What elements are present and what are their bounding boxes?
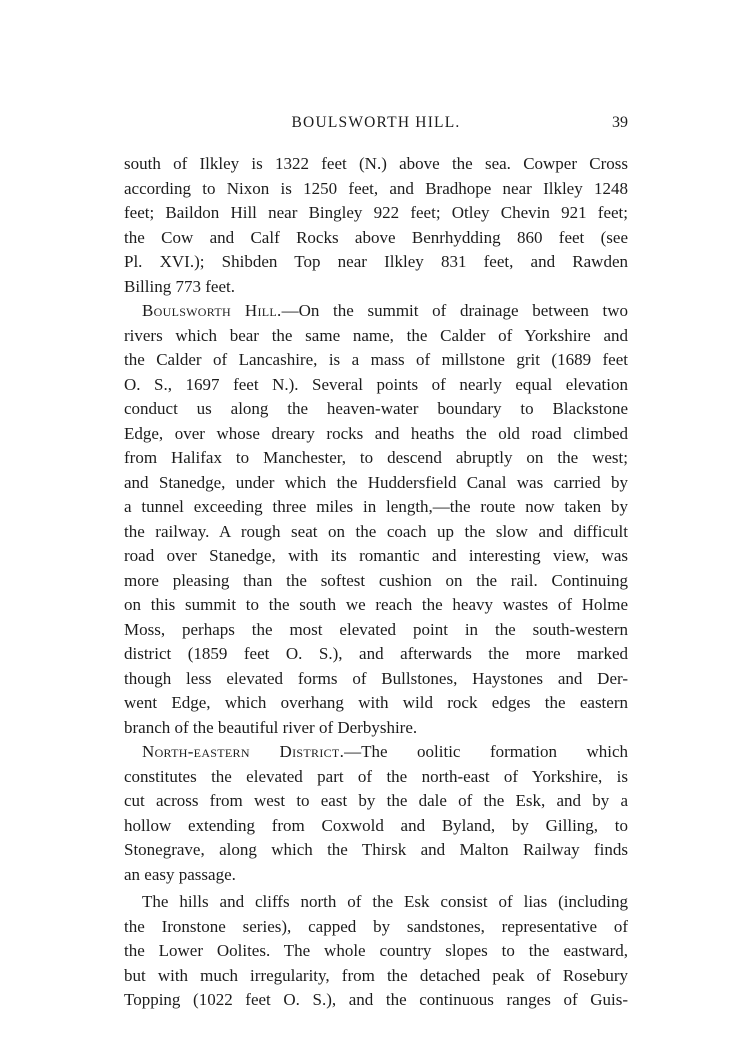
page-number: 39 bbox=[612, 114, 628, 131]
text-line: the Ironstone series), capped by sandstones, representative of bbox=[124, 916, 628, 936]
section-heading-boulsworth-hill: Boulsworth Hill. bbox=[142, 301, 282, 320]
text-line: went Edge, which overhang with wild rock edges the eastern bbox=[124, 693, 628, 712]
text-line: O. S., 1697 feet N.). Several points of nearly equal elevation bbox=[124, 374, 628, 394]
text-line: a tunnel exceeding three miles in length,—the route now taken by bbox=[124, 497, 628, 516]
text-line: Edge, over whose dreary rocks and heaths the old road climbed bbox=[124, 423, 628, 443]
text-line: rivers which bear the same name, the Calder of Yorkshire and bbox=[124, 325, 628, 345]
text-line: according to Nixon is 1250 feet, and Bradhope near Ilkley 1248 bbox=[124, 178, 628, 198]
text-line: conduct us along the heaven-water boundary to Blackstone bbox=[124, 399, 628, 418]
running-title: BOULSWORTH HILL. bbox=[291, 114, 461, 131]
text-line: and Stanedge, under which the Huddersfield Canal was carried by bbox=[124, 472, 628, 492]
paragraph-ilkley-heights bbox=[124, 152, 628, 299]
text-line: Topping (1022 feet O. S.), and the continuous ranges of Guis- bbox=[124, 990, 628, 1009]
text-line: The hills and cliffs north of the Esk consist of lias (including bbox=[142, 892, 628, 911]
text-line: Stonegrave, along which the Thirsk and Malton Railway finds bbox=[124, 840, 628, 859]
running-head bbox=[124, 114, 628, 138]
text-line: road over Stanedge, with its romantic and interesting view, was bbox=[124, 546, 628, 565]
paragraph-boulsworth-hill bbox=[124, 299, 628, 740]
text-line: cut across from west to east by the dale of the Esk, and by a bbox=[124, 791, 628, 810]
paragraph-esk-hills bbox=[124, 890, 628, 1013]
paragraph-north-eastern-district bbox=[124, 740, 628, 887]
text-line bbox=[124, 740, 628, 765]
text-line: district (1859 feet O. S.), and afterwards the more marked bbox=[124, 644, 628, 663]
text-line: Pl. XVI.); Shibden Top near Ilkley 831 feet, and Rawden bbox=[124, 252, 628, 271]
text-line: but with much irregularity, from the detached peak of Rosebury bbox=[124, 965, 628, 985]
text-line: constitutes the elevated part of the north-east of Yorkshire, is bbox=[124, 766, 628, 786]
text-line: more pleasing than the softest cushion on the rail. Continuing bbox=[124, 570, 628, 590]
body-text bbox=[124, 152, 628, 1013]
text-line: though less elevated forms of Bullstones, Haystones and Der- bbox=[124, 668, 628, 688]
text-line: hollow extending from Coxwold and Byland, by Gilling, to bbox=[124, 815, 628, 835]
text-line: the Lower Oolites. The whole country slopes to the eastward, bbox=[124, 941, 628, 960]
text-line-rest: —On the summit of drainage between two bbox=[281, 301, 628, 320]
text-line: the railway. A rough seat on the coach up the slow and difficult bbox=[124, 521, 628, 541]
text-line: from Halifax to Manchester, to descend abruptly on the west; bbox=[124, 448, 628, 467]
text-line-rest: —The oolitic formation which bbox=[344, 742, 628, 761]
text-line: south of Ilkley is 1322 feet (N.) above the sea. Cowper Cross bbox=[124, 154, 628, 173]
text-line: Moss, perhaps the most elevated point in the south-western bbox=[124, 619, 628, 639]
text-line: Billing 773 feet. bbox=[124, 276, 235, 296]
text-line: an easy passage. bbox=[124, 864, 236, 884]
text-line bbox=[124, 299, 628, 324]
text-line: the Calder of Lancashire, is a mass of millstone grit (1689 feet bbox=[124, 350, 628, 369]
section-heading-north-eastern-district: North-eastern District. bbox=[142, 742, 345, 761]
text-line: the Cow and Calf Rocks above Benrhydding 860 feet (see bbox=[124, 227, 628, 247]
text-line: branch of the beautiful river of Derbyshire. bbox=[124, 717, 418, 737]
text-line: feet; Baildon Hill near Bingley 922 feet; Otley Chevin 921 feet; bbox=[124, 203, 628, 222]
text-line: on this summit to the south we reach the heavy wastes of Holme bbox=[124, 595, 628, 614]
